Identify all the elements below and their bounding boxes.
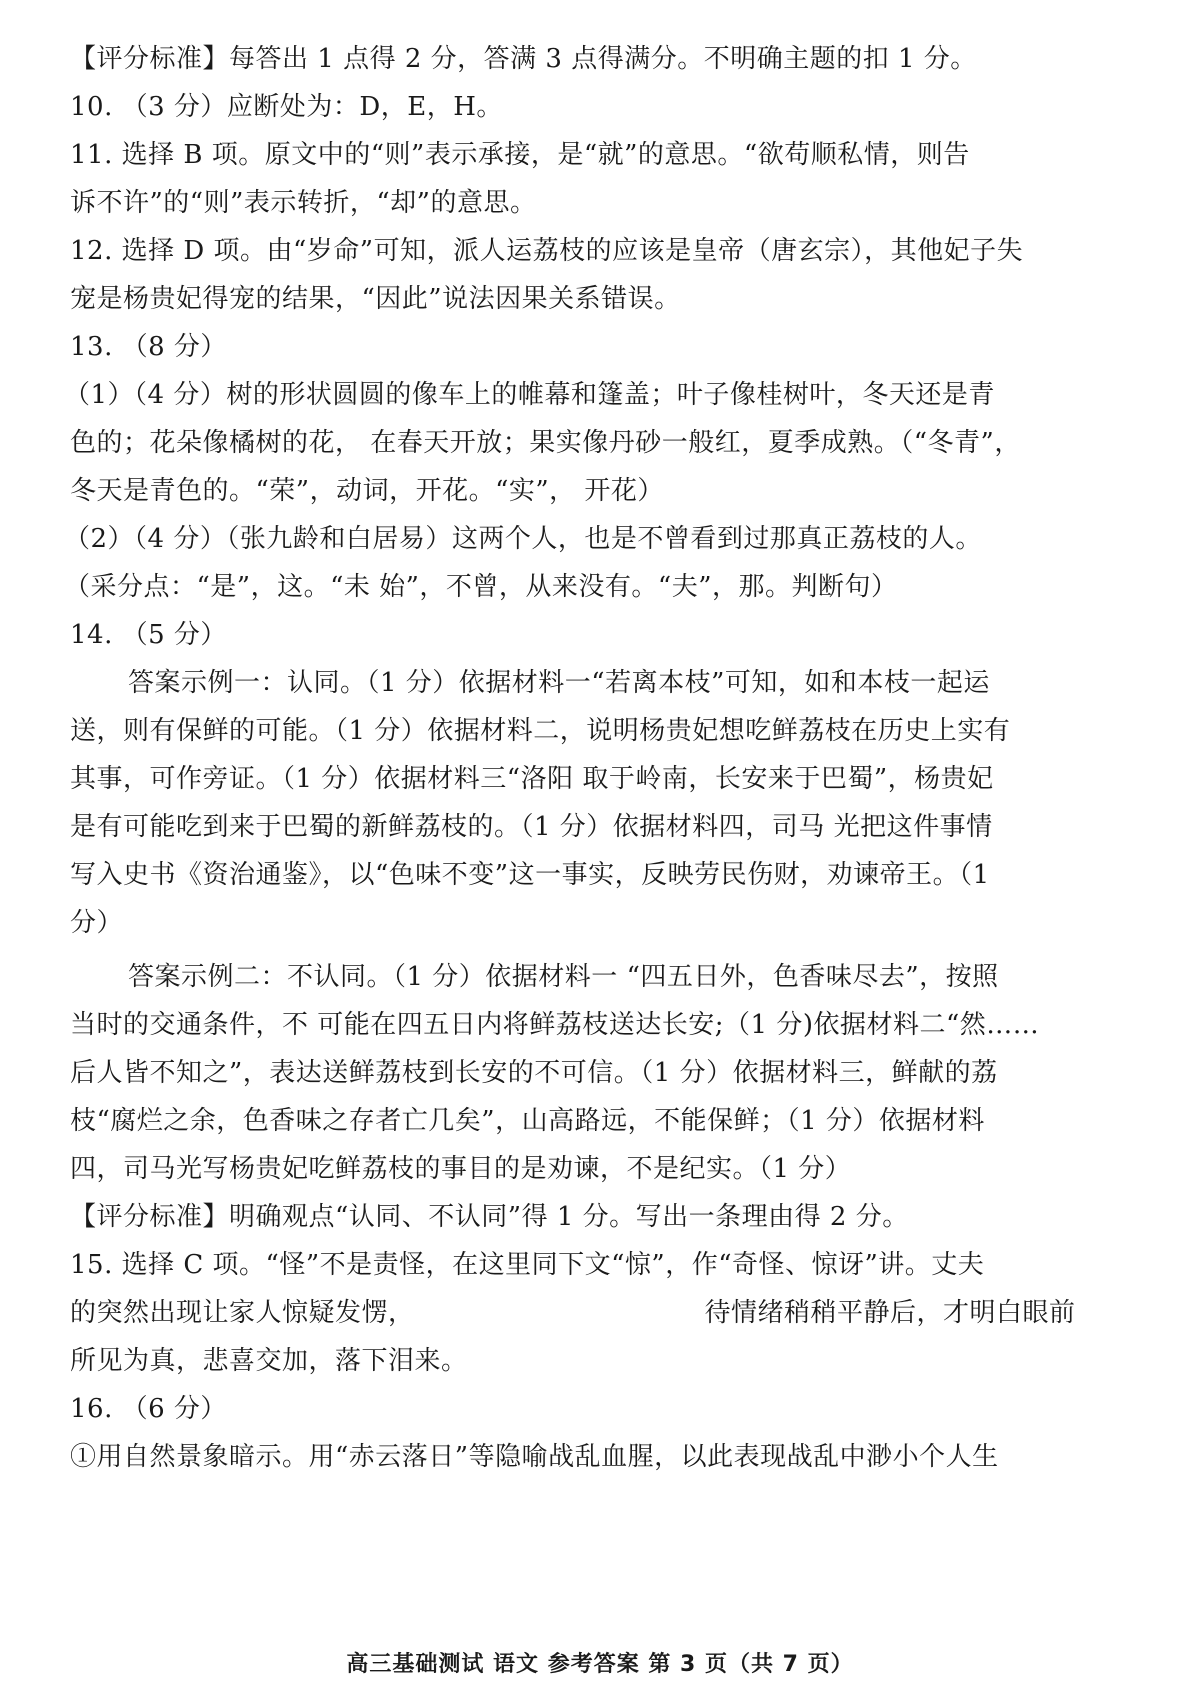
text-line: 14. （5 分） [70, 620, 227, 650]
text-line: 诉不许”的“则”表示转折，“却”的意思。 [70, 188, 537, 218]
text-line: 13. （8 分） [70, 332, 227, 362]
text-line: 答案示例二：不认同。（1 分）依据材料一 “四五日外，色香味尽去”，按照 [128, 962, 999, 992]
text-fragment: 待情绪稍稍平静后，才明白眼前 [704, 1298, 1076, 1328]
text-line: ①用自然景象暗示。用“赤云落日”等隐喻战乱血腥，以此表现战乱中渺小个人生 [70, 1442, 999, 1472]
text-line: 宠是杨贵妃得宠的结果，“因此”说法因果关系错误。 [70, 284, 681, 314]
text-line: 11. 选择 B 项。原文中的“则”表示承接，是“就”的意思。“欲苟顺私情，则告 [70, 140, 970, 170]
text-line: 枝“腐烂之余，色香味之存者亡几矣”，山高路远，不能保鲜；（1 分）依据材料 [70, 1106, 985, 1136]
text-line: 后人皆不知之”，表达送鲜荔枝到长安的不可信。（1 分）依据材料三，鲜献的荔 [70, 1058, 998, 1088]
text-line: 是有可能吃到来于巴蜀的新鲜荔枝的。（1 分）依据材料四，司马 光把这件事情 [70, 812, 993, 842]
text-line: 16. （6 分） [70, 1394, 227, 1424]
text-line: （1）（4 分）树的形状圆圆的像车上的帷幕和篷盖；叶子像桂树叶，冬天还是青 [64, 380, 995, 410]
text-line: 当时的交通条件，不 可能在四五日内将鲜荔枝送达长安;（1 分)依据材料二“然…… [70, 1010, 1040, 1040]
text-line: 所见为真，悲喜交加，落下泪来。 [70, 1346, 468, 1376]
text-line: 答案示例一：认同。（1 分）依据材料一“若离本枝”可知，如和本枝一起运 [128, 668, 990, 698]
text-line: 四，司马光写杨贵妃吃鲜荔枝的事目的是劝谏，不是纪实。（1 分） [70, 1154, 852, 1184]
text-line: 12. 选择 D 项。由“岁命”可知，派人运荔枝的应该是皇帝（唐玄宗），其他妃子失 [70, 236, 1024, 266]
page-footer: 高三基础测试 语文 参考答案 第 3 页（共 7 页） [346, 1652, 854, 1677]
text-line: 冬天是青色的。“荣”，动词，开花。“实”， 开花） [70, 476, 664, 506]
text-line: 【评分标准】每答出 1 点得 2 分，答满 3 点得满分。不明确主题的扣 1 分。 [70, 44, 977, 74]
text-line: 色的；花朵像橘树的花， 在春天开放；果实像丹砂一般红，夏季成熟。（“冬青”， [70, 428, 1021, 458]
text-line: 写入史书《资治通鉴》，以“色味不变”这一事实，反映劳民伤财，劝谏帝王。（1 [70, 860, 990, 890]
text-line: （2）（4 分）（张九龄和白居易）这两个人，也是不曾看到过那真正荔枝的人。 [64, 524, 982, 554]
text-line: 分） [70, 908, 124, 938]
text-line: 10. （3 分）应断处为：D，E，H。 [70, 92, 503, 122]
text-line [70, 1296, 1140, 1330]
text-line: 【评分标准】明确观点“认同、不认同”得 1 分。写出一条理由得 2 分。 [70, 1202, 909, 1232]
text-fragment: 的突然出现让家人惊疑发愣， [70, 1298, 415, 1328]
text-line: 其事，可作旁证。（1 分）依据材料三“洛阳 取于岭南，长安来于巴蜀”，杨贵妃 [70, 764, 994, 794]
text-line: 15. 选择 C 项。“怪”不是责怪，在这里同下文“惊”，作“奇怪、惊讶”讲。丈夫 [70, 1250, 985, 1280]
text-line: 送，则有保鲜的可能。（1 分）依据材料二，说明杨贵妃想吃鲜荔枝在历史上实有 [70, 716, 1011, 746]
text-line: （采分点：“是”，这。“未 始”，不曾，从来没有。“夫”，那。判断句） [64, 572, 898, 602]
